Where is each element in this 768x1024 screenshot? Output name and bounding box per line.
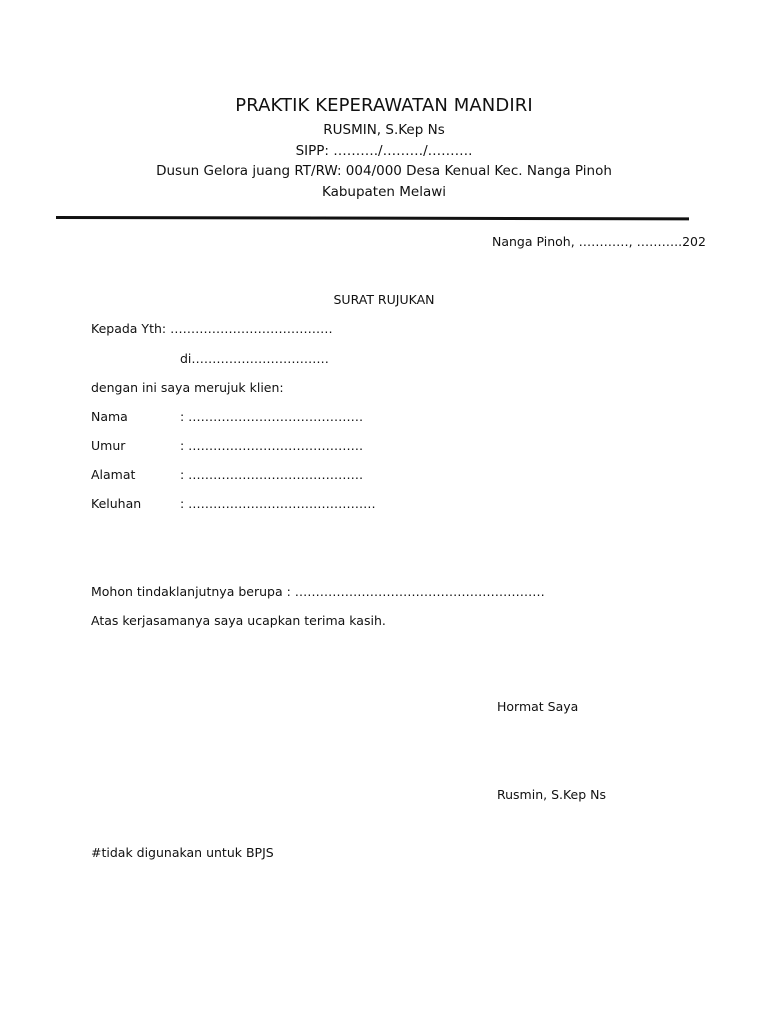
field-value-nama: : …………………………………… xyxy=(180,409,364,424)
practice-address: Dusun Gelora juang RT/RW: 004/000 Desa Kenual Kec. Nanga Pinoh xyxy=(156,163,612,179)
page-title: PRAKTIK KEPERAWATAN MANDIRI xyxy=(235,95,533,116)
signature-closing: Hormat Saya xyxy=(497,699,579,714)
letter-title: SURAT RUJUKAN xyxy=(333,292,435,307)
field-label-keluhan: Keluhan xyxy=(91,496,142,511)
footnote: #tidak digunakan untuk BPJS xyxy=(91,845,274,860)
field-label-alamat: Alamat xyxy=(91,467,136,482)
place-date: Nanga Pinoh, …………, ………..202 xyxy=(492,234,706,249)
intro-text: dengan ini saya merujuk klien: xyxy=(91,380,284,395)
field-label-umur: Umur xyxy=(91,438,126,453)
field-label-nama: Nama xyxy=(91,409,128,424)
followup-request: Mohon tindaklanjutnya berupa : …………………………………………………… xyxy=(91,584,545,599)
thanks-text: Atas kerjasamanya saya ucapkan terima kasih. xyxy=(91,613,386,628)
sipp-number: SIPP: ………./………/………. xyxy=(295,143,473,159)
signature-name: Rusmin, S.Kep Ns xyxy=(497,787,607,802)
field-value-umur: : …………………………………… xyxy=(180,438,364,453)
field-value-alamat: : …………………………………… xyxy=(180,467,364,482)
practice-regency: Kabupaten Melawi xyxy=(321,184,447,200)
header-divider xyxy=(56,216,689,220)
practitioner-name: RUSMIN, S.Kep Ns xyxy=(323,122,445,138)
recipient-line: Kepada Yth: ………………………………… xyxy=(91,321,333,336)
field-value-keluhan: : ……………………………………… xyxy=(180,496,376,511)
recipient-location: di…………………………… xyxy=(180,351,329,366)
